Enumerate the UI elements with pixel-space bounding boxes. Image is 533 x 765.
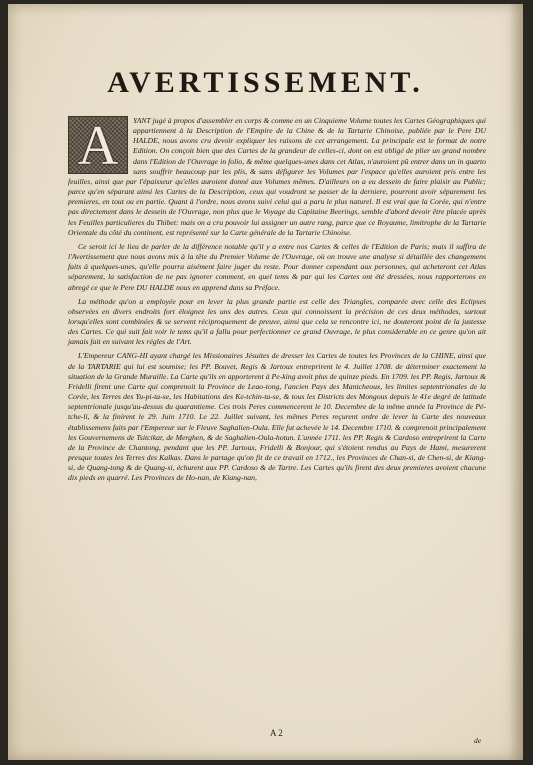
dropcap-letter: A xyxy=(77,115,119,177)
page-fold-shadow xyxy=(509,4,523,760)
document-page xyxy=(8,4,523,760)
signature-mark: A 2 xyxy=(270,728,283,738)
paragraph-2: Ce seroit ici le lieu de parler de la différence notable qu'il y a entre nos Cartes & celles de l'Edition de Paris; mais il suffira de l'Avertissement que nous avons mis à la tête du Premier Volume de l'Ouvrage, où on trouve une analyse si détaillée des changemens faits à quelques-unes, qu'elle pourra aisément faire juger du reste. Pour donner cependant aux personnes, qui acheteront cet Atlas séparement, la satisfaction de ne pas ignorer comment, en quel tems & par qui les Cartes ont été dressées, nous rapporterons en abregé ce que le Pere DU HALDE nous en apprend dans sa Préface. xyxy=(68,241,486,292)
body-text xyxy=(68,116,486,487)
page-title: AVERTISSEMENT. xyxy=(107,66,424,99)
paragraph-3: La méthode qu'on a employée pour en lever la plus grande partie est celle des Triangles, comparée avec celle des Eclipses observées en divers endroits fort éloignez les uns des autres. Ceux qui connoissent la précision de ces deux méthodes, surtout lorsqu'elles sont combinées & se servent réciproquement de preuve, ainsi que cela se rencontre ici, ne douteront point de la justesse des Cartes. Ce qui suit fait voir le tems qu'il a fallu pour perfectionner ce grand Ouvrage, le plus considerable en ce genre qu'on ait jamais fait en suivant les régles de l'Art. xyxy=(68,296,486,347)
paragraph-1: YANT jugé à propos d'assembler en corps & comme en un Cinquieme Volume toutes les Cartes Géographiques qui appartiennent à la Description de l'Empire de la Chine & de la Tartarie Chinoise, publiée par le Pere DU HALDE, nous avons cru devoir expliquer les raisons de cet arrangement. La principale est le format de notre Edition. On conçoit bien que des Cartes de la grandeur de celles-ci, dont on est obligé de plier un grand nombre dans l'Edition de l'Ouvrage in folio, & même quelques-unes dans cet Atlas, n'auroient pû entrer dans un in quarto sans souffrir beaucoup par les plis, & sans défigurer les Volumes par l'espace qu'elles auroient pris entre les feuilles, ainsi que par l'épaisseur qu'elles auroient donné aux Volumes mêmes. D'ailleurs on a eu dessein de faire plaisir au Public; parce qu'en séparant ainsi les Cartes de la Description, ceux qui voudront se passer de la derniere, pourront avoir séparement les premieres, en tout ou en partie. Quant à l'ordre, nous avons suivi celui qui a paru le plus naturel. Il est vrai que la Corée, qui n'entre pas directement dans le dessein de l'Ouvrage, non plus que le Voyage du Capitaine Beerings, semble d'abord devoir être placée après les Feuilles particulieres du Thibet: mais on a cru pouvoir lui assigner un autre rang, parce que ce Royaume, limitrophe de la Tartarie Orientale du côté du continent, est représenté sur la Carte générale de la Tartarie Chinoise. xyxy=(68,116,486,237)
paragraph-4: L'Empereur CANG-HI ayant chargé les Missionaires Jésuites de dresser les Cartes de toutes les Provinces de la CHINE, ainsi que de la TARTARIE qui lui est soumise; les PP. Bouvet, Regis & Jartoux entreprirent le 4. Juillet 1708. de déterminer exactement la situation de la Grande Muraille. La Carte qu'ils en apporterent à Pe-king avoit plus de quinze pieds. En 1709. les PP. Regis, Jartoux & Fridelli firent une Carte qui comprenoit la Province de Leao-tong, l'ancien Pays des Mantcheoux, les limites septentrionales de la Corée, les Terres des Yu-pi-ta-se, les Habitations des Ke-tchin-ta-se, & tous les Districts des Mongous depuis le 41e degré de latitude septentrionale jusqu'au-dessus du quarantieme. Ces trois Peres commencerent le 10. Decembre de la même année la Province de Pé-tche-li, & la finirent le 29. Juin 1710. Le 22. Juillet suivant, les mêmes Peres reçurent ordre de lever la Carte des nouveaux établissemens faits par l'Empereur sur le Fleuve Saghalien-Oula. Elle fut achevée le 14. Decembre 1710. & comprenoit principalement les Gouvernemens de Tsitcikar, de Merghen, & de Saghalien-Oula-hotun. L'année 1711. les PP. Regis & Cardoso entreprirent la Carte de la Province de Chantong, pendant que les PP. Jartoux, Fridelli & Bonjour, qui s'étoient rendus au Pays de Hami, mesurerent presque toutes les Terres des Kalkas. Dans le partage qu'on fit de ce travail en 1712., les Provinces de Chan-si, de Chen-si, de Kiang-si, de Quang-tong & de Quang-si, échurent aux PP. Cardoso & de Tartre. Les Cartes qu'ils firent des deux premieres avoient chacune dix pieds en quarré. Les Provinces de Ho-nan, de Kiang-nan, xyxy=(68,351,486,483)
catchword: de xyxy=(474,736,482,745)
ornamental-initial xyxy=(68,115,128,177)
